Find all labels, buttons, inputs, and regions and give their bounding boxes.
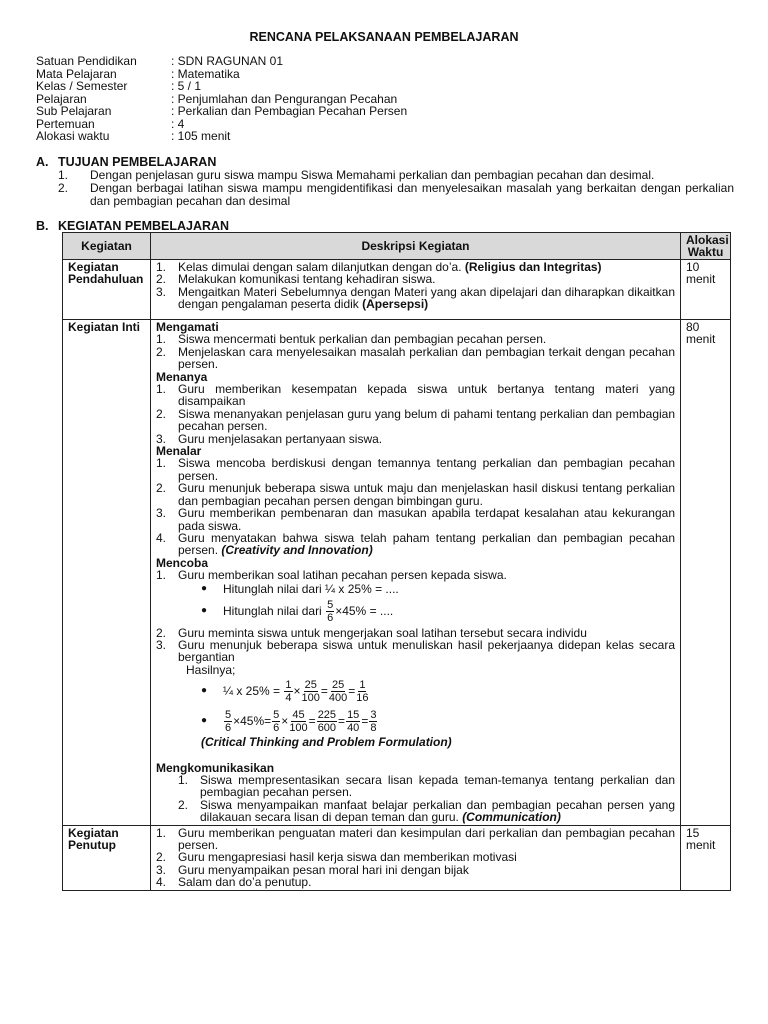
fraction: $\frac{5}{6}$: [273, 708, 280, 734]
list-number: 3.: [156, 506, 167, 521]
list-item: [156, 482, 675, 507]
fraction: $\frac{15}{40}$: [347, 708, 360, 734]
activity-description: [151, 260, 681, 320]
fraction: $\frac{25}{100}$: [301, 678, 320, 704]
bullet-item: [156, 582, 675, 597]
fraction: $\frac{1}{16}$: [356, 678, 369, 704]
list-text: Menjelaskan cara menyelesaikan masalah perkalian dan pembagian terkait dengan pecahan persen.: [178, 344, 675, 372]
list-number: 2.: [156, 344, 167, 359]
list-number: 1.: [156, 825, 167, 840]
item-text: Siswa menyampaikan manfaat belajar perkalian dan pembagian pecahan persen yang dilakauan secara lisan di depan teman dan guru.: [200, 797, 675, 825]
goals-list: [36, 169, 734, 208]
activity-label: Kegiatan Inti: [63, 320, 151, 826]
subheading-mengamati: Mengamati: [156, 320, 219, 334]
bullet-icon: ●: [201, 605, 208, 617]
identity-row: [36, 55, 407, 68]
list-text: Guru memberikan kesempatan kepada siswa untuk bertanya tentang materi yang disampaikan: [178, 382, 675, 409]
identity-label: Sub Pelajaran: [36, 104, 112, 118]
fraction: $\frac{45}{100}$: [289, 708, 308, 734]
bullet-item: [156, 597, 675, 627]
item-text: Guru menyatakan bahwa siswa telah paham tentang perkalian dan pembagian pecahan persen.: [178, 530, 675, 558]
list-item: [36, 182, 734, 208]
list-text: Siswa menanyakan penjelasan guru yang belum di pahami tentang perkalian dan pembagian pecahan persen.: [178, 406, 675, 434]
list-number: 3.: [156, 862, 167, 877]
fraction: $\frac{3}{8}$: [370, 708, 377, 734]
list-item: [156, 569, 675, 581]
list-number: 1.: [58, 168, 69, 182]
identity-value: : 105 menit: [171, 129, 231, 143]
list-item: [156, 532, 675, 557]
identity-label: Kelas / Semester: [36, 79, 128, 93]
list-item: [156, 851, 675, 863]
activity-description: [151, 825, 681, 890]
list-item: [156, 286, 675, 311]
equation-1: ● ¼ x 25% = $\frac{1}{4}$ × $\frac{25}{100}$ = $\frac{25}{400}$ = $\frac{1}{16}$: [201, 678, 369, 704]
bullet-text: = ....: [369, 604, 394, 619]
list-text: [178, 286, 675, 311]
activity-time: 10 menit: [681, 260, 731, 320]
activity-label: Kegiatan Penutup: [63, 825, 151, 890]
page-title: RENCANA PELAKSANAAN PEMBELAJARAN: [249, 30, 519, 44]
math-operator: ×45%: [335, 604, 367, 619]
value-tag: (Apersepsi): [362, 297, 429, 312]
subheading-mengkomunikasikan: Mengkomunikasikan: [156, 760, 275, 775]
list-number: 1.: [156, 332, 167, 347]
value-tag: (Creativity and Innovation): [221, 543, 373, 558]
list-number: 1.: [156, 382, 167, 397]
list-item: [156, 346, 675, 371]
header-kegiatan: Kegiatan: [63, 233, 151, 260]
list-text: Guru menunjuk beberapa siswa untuk maju dan menjelaskan hasil diskusi tentang perkalian dan pembagian pecahan persen dengan bimbingan guru.: [178, 481, 675, 508]
activity-time: 15 menit: [681, 825, 731, 890]
bullet-icon: ●: [201, 714, 208, 726]
equation-2: ● $\frac{5}{6}$ ×45%= $\frac{5}{6}$ × $\frac{45}{100}$ = $\frac{225}{600}$ = $\frac{15}{40}$ = $\frac{3}{8}$: [201, 708, 377, 734]
item-text: Mengaitkan Materi Sebelumnya dengan Materi yang akan dipelajari dan diharapkan dikaitkan dengan pengalaman peserta didik: [178, 284, 675, 312]
section-b-title: [36, 219, 229, 233]
list-item: [156, 876, 675, 888]
list-text: Guru memberikan soal latihan pecahan persen kepada siswa.: [178, 568, 507, 583]
section-heading: TUJUAN PEMBELAJARAN: [58, 155, 217, 169]
list-text: Guru memberikan penguatan materi dan kesimpulan dari perkalian dan pembagian pecahan persen.: [178, 825, 675, 852]
identity-value: : Perkalian dan Pembagian Pecahan Persen: [171, 104, 408, 118]
header-alokasi: Alokasi Waktu: [681, 233, 731, 260]
activity-time: 80 menit: [681, 320, 731, 826]
list-item: [156, 507, 675, 532]
identity-row: [36, 105, 407, 118]
list-text: Siswa mempresentasikan secara lisan kepada teman-temanya tentang perkalian dan pembagian pecahan persen.: [200, 772, 675, 800]
subheading-menanya: Menanya: [156, 369, 208, 384]
hasil-label: Hasilnya;: [186, 662, 236, 677]
identity-block: [36, 55, 407, 143]
activity-description: [151, 320, 681, 826]
value-tag: (Critical Thinking and Problem Formulation): [201, 735, 452, 750]
identity-label: Alokasi waktu: [36, 129, 110, 143]
activity-label: Kegiatan Pendahuluan: [63, 260, 151, 320]
list-text: Guru meminta siswa untuk mengerjakan soal latihan tersebut secara individu: [178, 625, 587, 640]
fraction: $\frac{1}{4}$: [285, 678, 292, 704]
identity-value: : 5 / 1: [171, 79, 202, 93]
list-number: 2.: [156, 272, 167, 287]
fraction: $\frac{5}{6}$: [225, 708, 232, 734]
identity-value: : SDN RAGUNAN 01: [171, 54, 284, 68]
table-row: [63, 260, 731, 320]
bullet-icon: ●: [201, 582, 208, 594]
identity-label: Pelajaran: [36, 91, 87, 106]
list-text: [200, 799, 675, 824]
equation-text: ¼ x 25% =: [223, 683, 281, 698]
item-text: Kelas dimulai dengan salam dilanjutkan dengan do’a.: [178, 260, 465, 274]
list-item: [156, 639, 675, 664]
header-deskripsi: Deskripsi Kegiatan: [151, 233, 681, 260]
identity-value: : Matematika: [171, 66, 240, 81]
bullet-icon: ●: [201, 684, 208, 696]
section-letter: B.: [36, 219, 49, 233]
list-number: 4.: [156, 530, 167, 545]
list-item: [156, 408, 675, 433]
list-text: Siswa mencermati bentuk perkalian dan pembagian pecahan persen.: [178, 332, 547, 347]
list-number: 3.: [156, 637, 167, 652]
list-number: 1.: [156, 456, 167, 471]
list-item: [156, 774, 675, 799]
section-letter: A.: [36, 155, 49, 169]
list-number: 2.: [178, 797, 189, 812]
section-a-title: [36, 155, 216, 169]
list-text: Guru menjelasakan pertanyaan siswa.: [178, 431, 383, 446]
fraction: $\frac{25}{400}$: [328, 678, 348, 704]
list-number: 2.: [156, 406, 167, 421]
identity-label: Mata Pelajaran: [36, 66, 117, 81]
list-number: 1.: [156, 260, 167, 274]
activities-table: [62, 232, 731, 891]
list-number: 3.: [156, 284, 167, 299]
identity-row: [36, 80, 407, 93]
list-number: 2.: [58, 181, 69, 195]
table-row: [63, 320, 731, 826]
list-text: [178, 532, 675, 557]
list-item: [156, 433, 675, 445]
identity-label: Satuan Pendidikan: [36, 54, 137, 68]
list-number: 1.: [178, 772, 189, 787]
subheading-mencoba: Mencoba: [156, 555, 209, 570]
value-tag: (Religius dan Integritas): [464, 260, 602, 274]
list-number: 2.: [156, 850, 167, 865]
section-heading: KEGIATAN PEMBELAJARAN: [58, 219, 230, 233]
list-text: Guru menunjuk beberapa siswa untuk menuliskan hasil pekerjaanya didepan kelas secara bergantian: [178, 637, 675, 665]
list-number: 3.: [156, 431, 167, 446]
list-text: Salam dan do’a penutup.: [178, 875, 312, 890]
list-item: [156, 799, 675, 824]
list-item: [156, 383, 675, 408]
bullet-text: Hitunglah nilai dari: [223, 604, 322, 619]
bullet-text: Hitunglah nilai dari ¼ x 25% = ....: [223, 581, 399, 596]
list-number: 1.: [156, 568, 167, 583]
list-item: [156, 333, 675, 345]
identity-value: : 4: [171, 116, 185, 131]
list-text: Guru mengapresiasi hasil kerja siswa dan memberikan motivasi: [178, 850, 517, 865]
list-number: 4.: [156, 875, 167, 890]
fraction: $\frac{225}{600}$: [317, 708, 337, 734]
list-text: Melakukan komunikasi tentang kehadiran siswa.: [178, 272, 436, 287]
list-number: 2.: [156, 625, 167, 640]
fraction: $\frac{5}{6}$: [327, 599, 334, 625]
list-text: Dengan penjelasan guru siswa mampu Siswa Memahami perkalian dan pembagian pecahan dan desimal.: [90, 168, 655, 182]
identity-value: : Penjumlahan dan Pengurangan Pecahan: [171, 91, 398, 106]
list-item: [156, 827, 675, 852]
list-text: Siswa mencoba berdiskusi dengan temannya tentang perkalian dan pembagian pecahan persen.: [178, 456, 675, 483]
list-text: Dengan berbagai latihan siswa mampu mengidentifikasi dan menyelesaikan masalah yang berkaitan dengan perkalian dan pembagian pecahan dan desimal: [90, 181, 734, 208]
list-text: Guru menyampaikan pesan moral hari ini dengan bijak: [178, 862, 469, 877]
list-number: 2.: [156, 481, 167, 496]
list-item: [156, 457, 675, 482]
subheading-menalar: Menalar: [156, 444, 202, 459]
list-text: Guru memberikan pembenaran dan masukan apabila terdapat kesalahan atau kekurangan pada siswa.: [178, 506, 675, 533]
identity-row: [36, 130, 407, 143]
value-tag: (Communication): [462, 810, 561, 825]
table-row: [63, 825, 731, 890]
identity-label: Pertemuan: [36, 116, 95, 131]
